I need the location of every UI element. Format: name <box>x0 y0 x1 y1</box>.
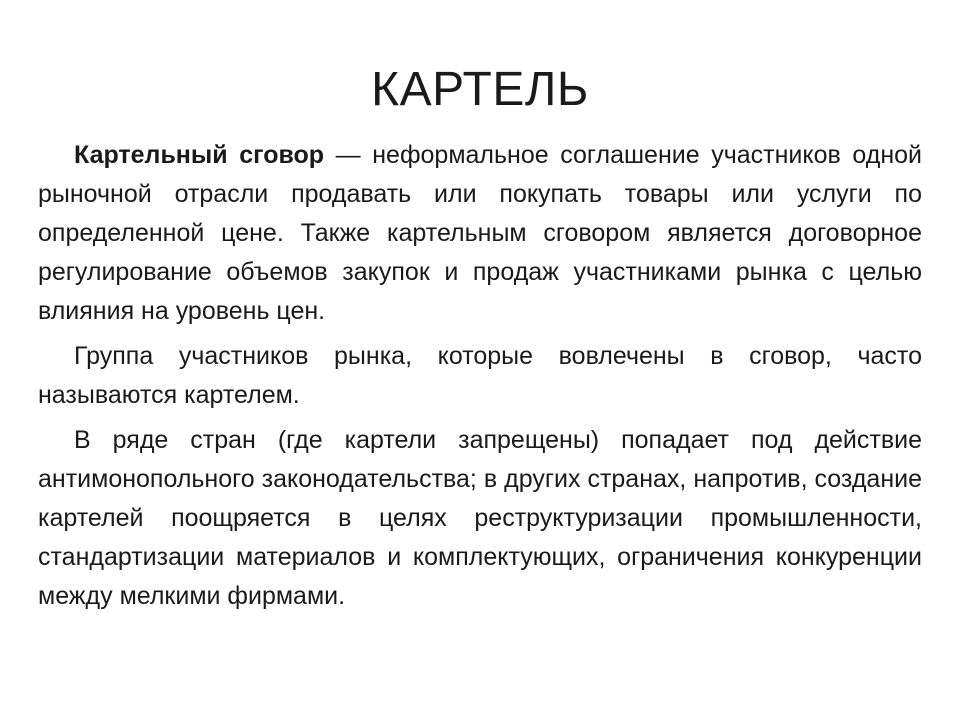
term-cartel-collusion: Картельный сговор <box>74 141 325 169</box>
paragraph-countries <box>38 421 922 616</box>
paragraph-definition-text: — неформальное соглашение участников одной рыночной отрасли продавать или покупать товары или услуги по определенной цене. Также картельным сговором является договорное регулирование объемов закупок и продаж участниками рынка с целью влияния на уровень цен. <box>38 141 922 325</box>
paragraph-countries-text: В ряде стран (где картели запрещены) попадает под действие антимонопольного законодательства; в других странах, напротив, создание картелей поощряется в целях реструктуризации промышленности, стандартизации материалов и комплектующих, ограничения конкуренции между мелкими фирмами. <box>38 426 922 610</box>
slide-body <box>38 136 922 622</box>
paragraph-definition <box>38 136 922 331</box>
slide-title: КАРТЕЛЬ <box>371 63 589 116</box>
paragraph-group-text: Группа участников рынка, которые вовлечены в сговор, часто называются картелем. <box>38 342 922 409</box>
paragraph-group <box>38 337 922 415</box>
